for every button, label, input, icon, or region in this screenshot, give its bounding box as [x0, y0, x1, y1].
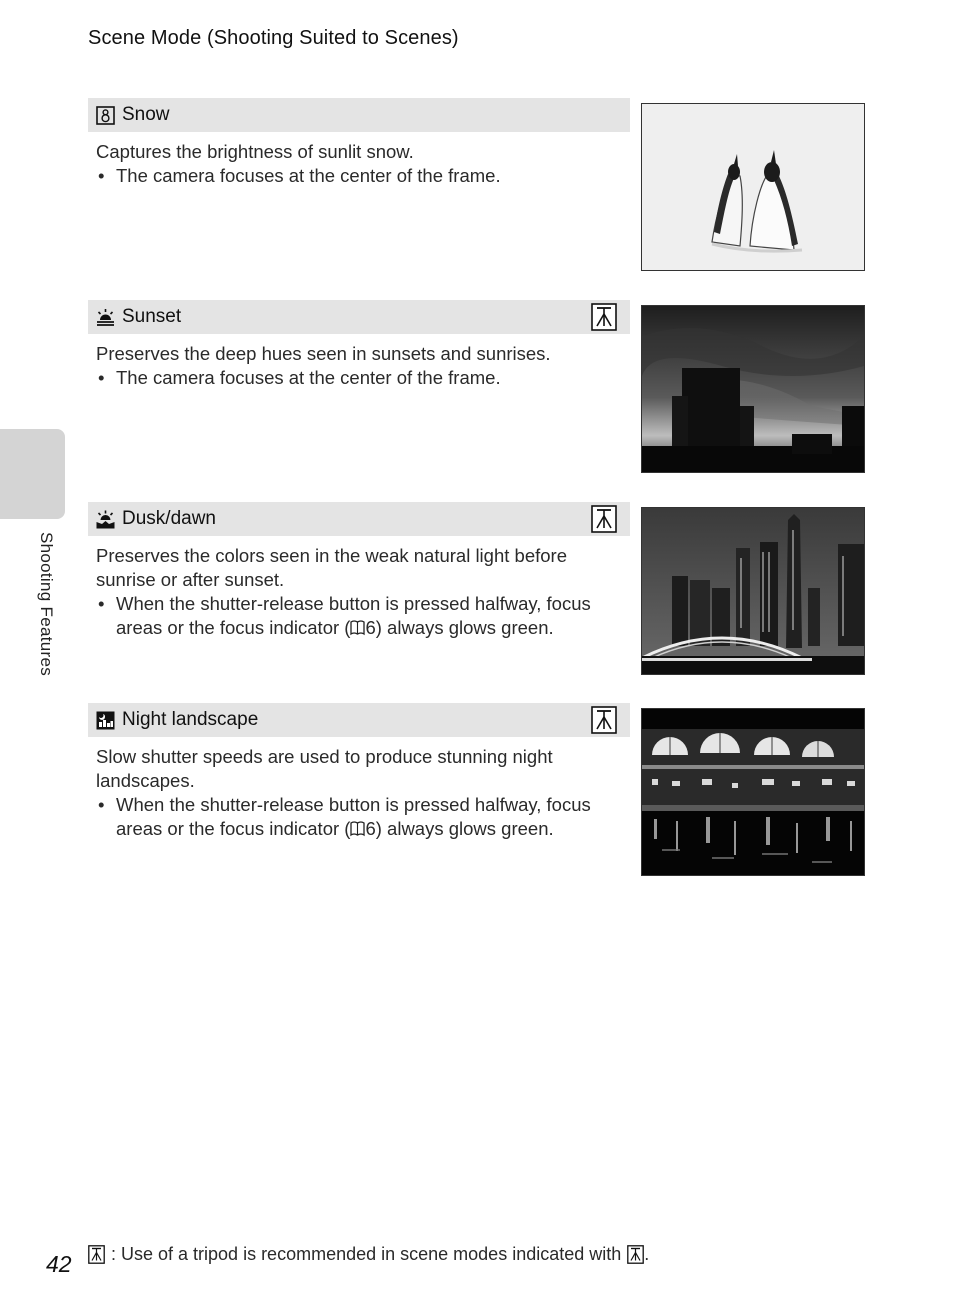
section-header — [88, 502, 630, 536]
section-body — [88, 132, 630, 188]
footnote-text-end: . — [644, 1244, 650, 1264]
tripod-footnote — [88, 1244, 649, 1265]
scene-section-night-landscape — [88, 703, 630, 841]
photo-night-landscape — [641, 708, 865, 876]
section-bullet: • The camera focuses at the center of the frame. — [96, 164, 630, 188]
section-description: Captures the brightness of sunlit snow. — [96, 141, 414, 162]
section-header — [88, 300, 630, 334]
photo-dusk-dawn — [641, 507, 865, 675]
tripod-icon — [591, 505, 617, 533]
section-description: Preserves the deep hues seen in sunsets and sunrises. — [96, 343, 551, 364]
scene-section-sunset — [88, 300, 630, 390]
section-description: Slow shutter speeds are used to produce stunning night landscapes. — [96, 746, 553, 791]
bullet-text-end: ) always glows green. — [375, 818, 554, 839]
page-reference-number: 6 — [365, 818, 376, 839]
section-header — [88, 703, 630, 737]
bullet-text: When the shutter-release button is pressed halfway, focus areas or the focus indicator ( — [116, 794, 591, 839]
section-title: Night landscape — [122, 709, 259, 730]
scene-section-dusk-dawn — [88, 502, 630, 640]
page-title: Scene Mode (Shooting Suited to Scenes) — [88, 27, 459, 49]
section-body — [88, 536, 630, 640]
bullet-text-end: ) always glows green. — [375, 617, 554, 638]
page-number: 42 — [46, 1251, 72, 1277]
section-body — [88, 334, 630, 390]
section-header — [88, 98, 630, 132]
photo-sunset — [641, 305, 865, 473]
snow-mode-icon — [96, 106, 115, 125]
footnote-text: : Use of a tripod is recommended in scene modes indicated with — [111, 1244, 622, 1264]
section-title: Dusk/dawn — [122, 508, 216, 529]
section-title: Snow — [122, 104, 170, 125]
bullet-text: When the shutter-release button is pressed halfway, focus areas or the focus indicator ( — [116, 593, 591, 638]
photo-snow — [641, 103, 865, 271]
section-tab — [0, 429, 65, 519]
tripod-icon — [88, 1245, 105, 1264]
section-bullet — [96, 592, 630, 640]
page-reference-number: 6 — [365, 617, 376, 638]
section-bullet — [96, 793, 630, 841]
scene-section-snow — [88, 98, 630, 188]
sunset-mode-icon — [96, 308, 115, 327]
tripod-icon — [591, 706, 617, 734]
tripod-icon — [591, 303, 617, 331]
section-body — [88, 737, 630, 841]
section-title: Sunset — [122, 306, 182, 327]
page-reference-icon — [350, 820, 365, 837]
tripod-icon — [627, 1245, 644, 1264]
section-tab-label: Shooting Features — [37, 532, 56, 677]
section-description: Preserves the colors seen in the weak natural light before sunrise or after sunset. — [96, 545, 567, 590]
dusk-dawn-mode-icon — [96, 510, 115, 529]
page-reference-icon — [350, 619, 365, 636]
night-landscape-mode-icon — [96, 711, 115, 730]
section-bullet: • The camera focuses at the center of the frame. — [96, 366, 630, 390]
